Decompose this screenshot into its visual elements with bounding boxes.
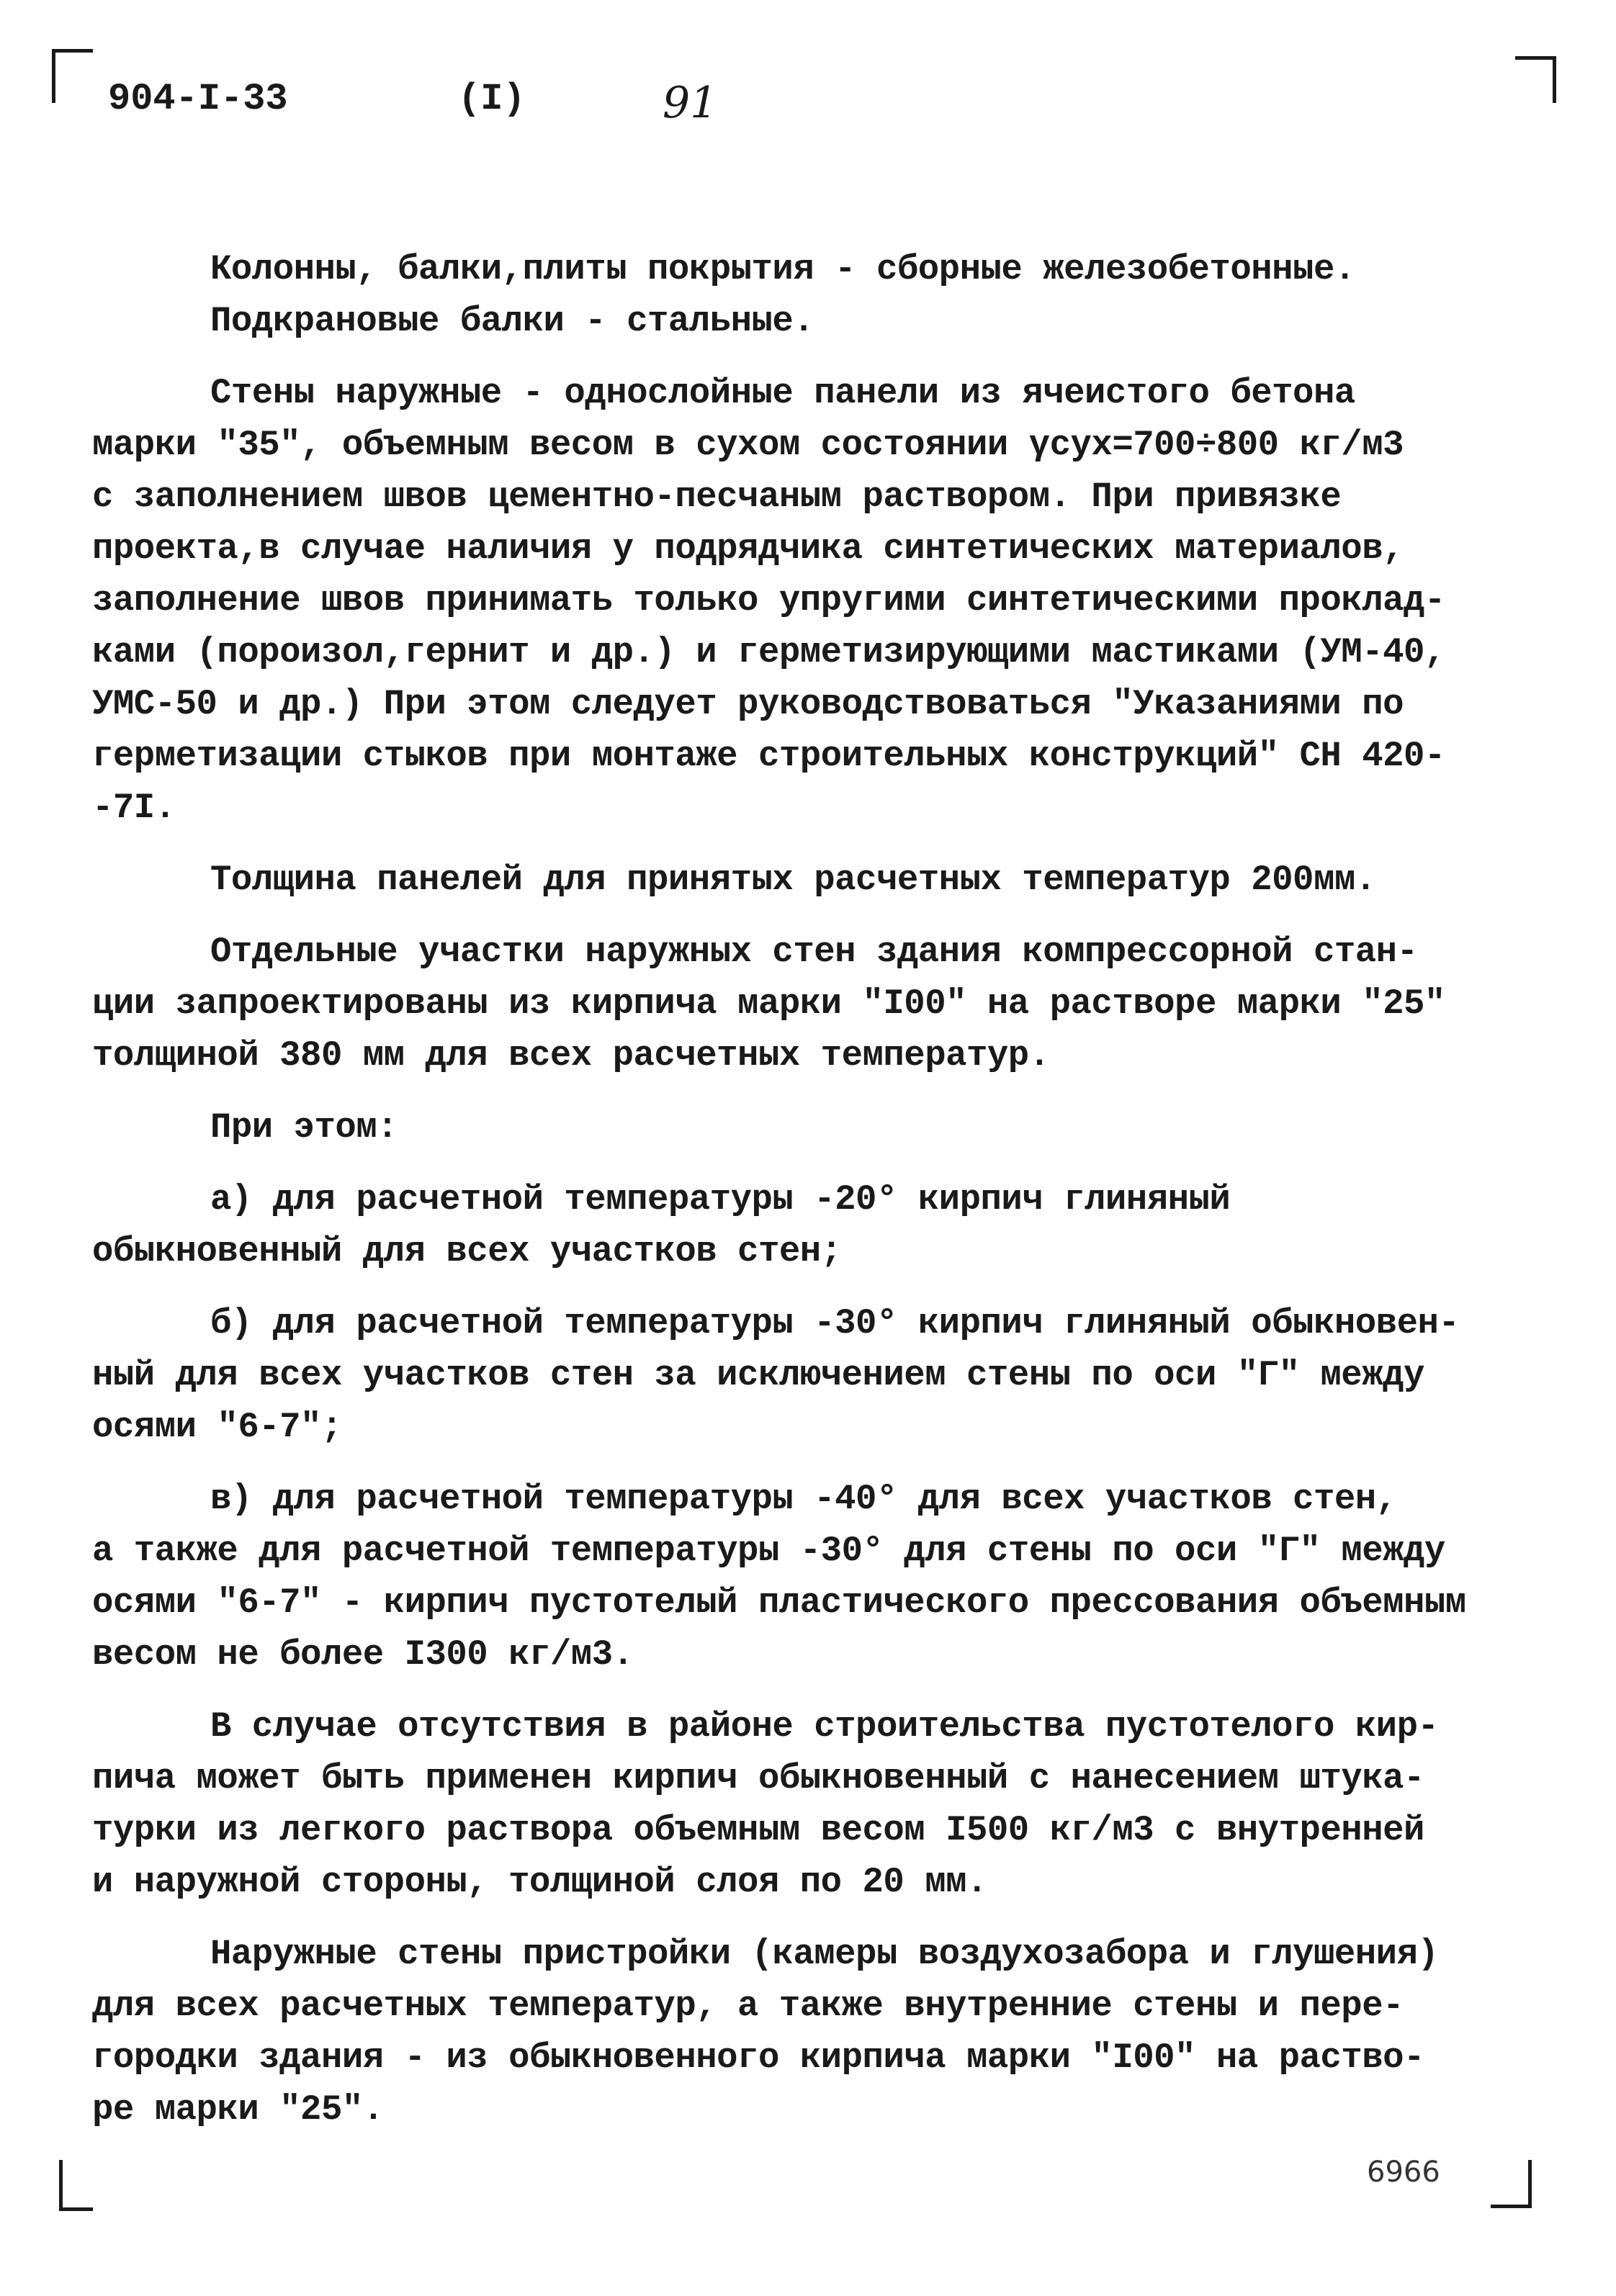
text-line: с заполнением швов цементно-песчаным раствором. При привязке (92, 477, 1342, 517)
corner-mark-bottom-left (59, 2160, 93, 2211)
text-line: а также для расчетной температуры -30° для стены по оси "Г" между (92, 1531, 1445, 1571)
paragraph (92, 926, 1504, 1081)
text-line: для всех расчетных температур, а также внутренние стены и пере- (92, 1986, 1404, 2026)
text-line: ный для всех участков стен за исключением стены по оси "Г" между (92, 1355, 1424, 1395)
text-line: марки "35", объемным весом в сухом состоянии γсух=700÷800 кг/м3 (92, 425, 1404, 465)
text-line: пича может быть применен кирпич обыкновенный с нанесением штука- (92, 1758, 1424, 1798)
text-line: В случае отсутствия в районе строительства пустотелого кир- (210, 1706, 1439, 1747)
text-line: осями "6-7" - кирпич пустотелый пластического прессования объемным (92, 1583, 1466, 1623)
text-line: УМС-50 и др.) При этом следует руководствоваться "Указаниями по (92, 684, 1404, 724)
text-line: При этом: (210, 1107, 398, 1148)
text-line: Стены наружные - однослойные панели из ячеистого бетона (210, 373, 1355, 413)
document-part: (I) (458, 78, 526, 120)
text-line: обыкновенный для всех участков стен; (92, 1231, 842, 1271)
text-line: осями "6-7"; (92, 1407, 342, 1447)
text-line: в) для расчетной температуры -40° для всех участков стен, (210, 1479, 1397, 1519)
text-line: Подкрановые балки - стальные. (210, 301, 814, 341)
text-line: ками (пороизол,гернит и др.) и герметизирующими мастиками (УМ-40, (92, 632, 1445, 672)
text-line: заполнение швов принимать только упругими синтетическими проклад- (92, 580, 1445, 621)
document-body (92, 243, 1504, 2135)
text-line: толщиной 380 мм для всех расчетных температур. (92, 1035, 1050, 1076)
text-line: Колонны, балки,плиты покрытия - сборные железобетонные. (210, 249, 1355, 289)
text-line: Отдельные участки наружных стен здания компрессорной стан- (210, 932, 1418, 972)
paragraph (92, 854, 1504, 906)
paragraph (92, 1473, 1504, 1680)
text-line: Толщина панелей для принятых расчетных температур 200мм. (210, 860, 1376, 900)
text-line: Наружные стены пристройки (камеры воздухозабора и глушения) (210, 1934, 1439, 1974)
text-line: городки здания - из обыкновенного кирпича марки "I00" на раство- (92, 2038, 1424, 2078)
paragraph (92, 243, 1504, 347)
text-line: б) для расчетной температуры -30° кирпич глиняный обыкновен- (210, 1303, 1460, 1343)
paragraph (92, 1297, 1504, 1453)
paragraph (92, 1174, 1504, 1277)
text-line: -7I. (92, 788, 176, 828)
text-line: проекта,в случае наличия у подрядчика синтетических материалов, (92, 528, 1404, 569)
corner-mark-top-right (1515, 56, 1556, 103)
text-line: ции запроектированы из кирпича марки "I00" на растворе марки "25" (92, 983, 1445, 1024)
corner-mark-top-left (52, 49, 93, 103)
paragraph (92, 1701, 1504, 1908)
text-line: а) для расчетной температуры -20° кирпич глиняный (210, 1179, 1231, 1220)
corner-mark-bottom-right (1491, 2160, 1532, 2208)
text-line: и наружной стороны, толщиной слоя по 20 мм. (92, 1862, 987, 1902)
text-line: весом не более I300 кг/м3. (92, 1634, 634, 1675)
paragraph (92, 1102, 1504, 1153)
footer-number: 6966 (1367, 2156, 1440, 2189)
page-number: 91 (663, 78, 718, 128)
document-code: 904-I-33 (108, 78, 288, 120)
text-line: герметизации стыков при монтаже строительных конструкций" СН 420- (92, 736, 1445, 776)
paragraph (92, 1928, 1504, 2135)
paragraph (92, 367, 1504, 834)
text-line: ре марки "25". (92, 2089, 384, 2130)
text-line: турки из легкого раствора объемным весом I500 кг/м3 с внутренней (92, 1810, 1424, 1850)
